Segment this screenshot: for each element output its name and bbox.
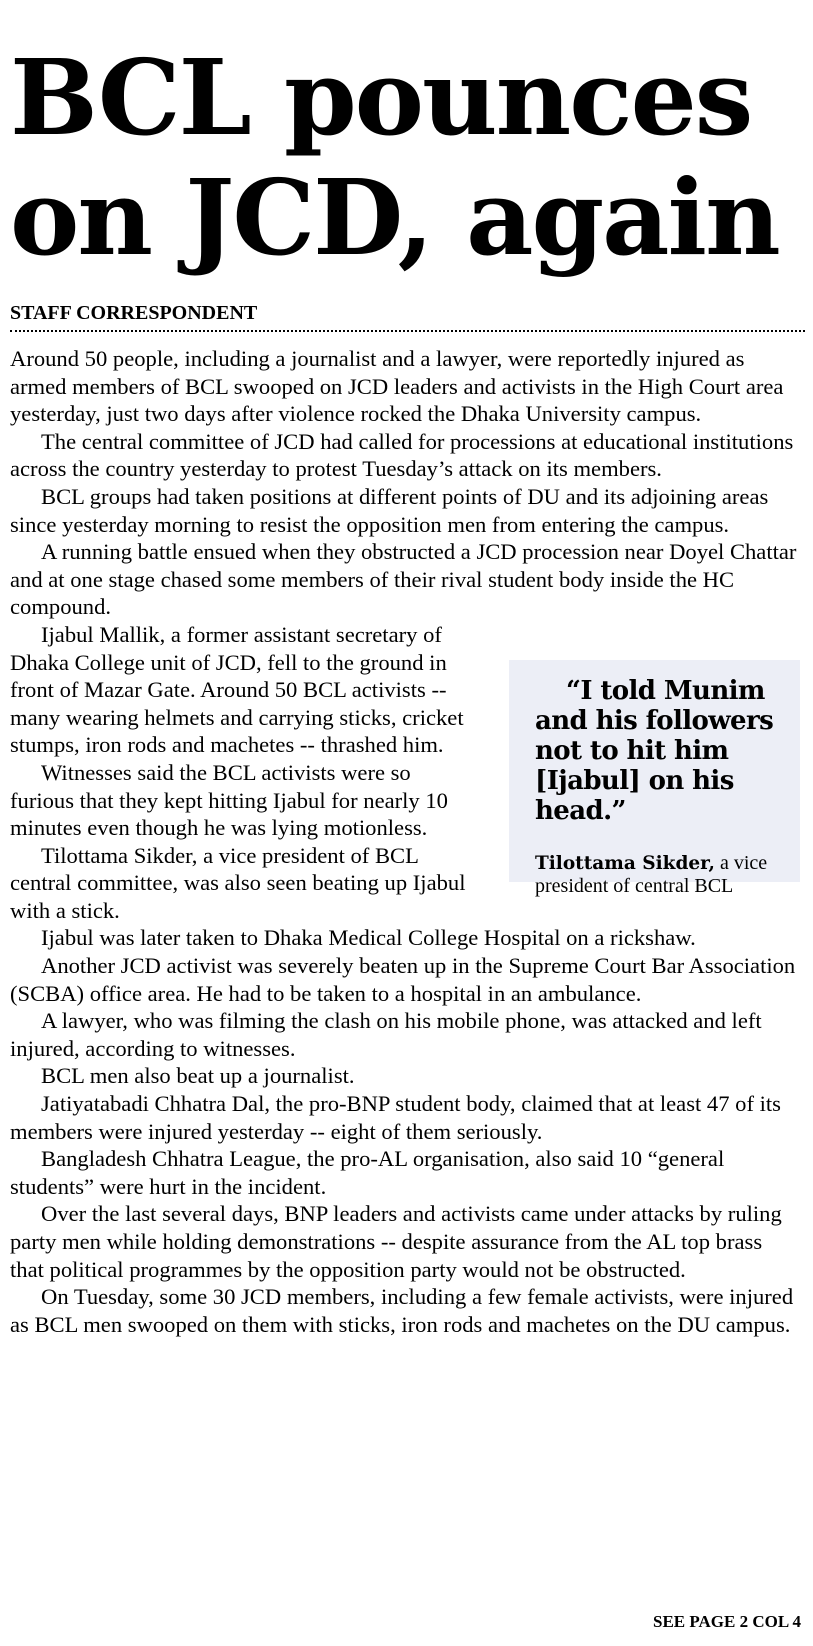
paragraph-8: Ijabul was later taken to Dhaka Medical College Hospital on a rickshaw. [41,925,696,951]
paragraph-9: Another JCD activist was severely beaten up in the Supreme Court Bar Association (SCBA) office area. He had to be taken to a hospital in an ambulance. [10,953,796,1006]
paragraph-11: BCL men also beat up a journalist. [41,1063,355,1089]
pull-quote-speaker: Tilottama Sikder, [535,852,715,874]
headline-line-2: on JCD, again [10,156,779,279]
paragraph-14: Over the last several days, BNP leaders and activists came under attacks by ruling party men while holding demonstrations -- despite assurance from the AL top brass that political programmes by the opposition party would not be obstructed. [10,1201,782,1282]
byline: STAFF CORRESPONDENT [10,302,258,324]
pull-quote-speaker-title: a vice president of central BCL [535,851,768,897]
paragraph-4: A running battle ensued when they obstructed a JCD procession near Doyel Chattar and at one stage chased some members of their rival student body inside the HC compound. [10,539,797,620]
paragraph-7: Tilottama Sikder, a vice president of BCL central committee, was also seen beating up Ijabul with a stick. [10,842,466,923]
dotted-divider [10,330,805,332]
paragraph-3: BCL groups had taken positions at different points of DU and its adjoining areas since yesterday morning to resist the opposition men from entering the campus. [10,483,769,537]
pull-quote-text: “I told Munim and his followers not to hit him [Ijabul] on his head.” [535,675,774,826]
pull-quote-attribution [535,852,782,898]
paragraph-6: Witnesses said the BCL activists were so furious that they kept hitting Ijabul for nearly 10 minutes even though he was lying motionless. [10,759,448,841]
paragraph-15: On Tuesday, some 30 JCD members, including a few female activists, were injured as BCL men swooped on them with sticks, iron rods and machetes on the DU campus. [10,1284,794,1337]
paragraph-1: Around 50 people, including a journalist and a lawyer, were reportedly injured as armed members of BCL swooped on JCD leaders and activists in the High Court area yesterday, just two days after violence rocked the Dhaka University campus. [10,346,784,427]
headline-line-1: BCL pounces [10,36,752,159]
paragraph-13: Bangladesh Chhatra League, the pro-AL organisation, also said 10 “general students” were hurt in the incident. [10,1146,725,1199]
headline [10,38,805,278]
paragraph-10: A lawyer, who was filming the clash on his mobile phone, was attacked and left injured, according to witnesses. [10,1008,762,1061]
paragraph-5: Ijabul Mallik, a former assistant secretary of Dhaka College unit of JCD, fell to the ground in front of Mazar Gate. Around 50 BCL activists -- many wearing helmets and carrying sticks, cricket stumps, iron rods and machetes -- thrashed him. [10,621,464,758]
paragraph-2: The central committee of JCD had called for processions at educational institutions across the country yesterday to protest Tuesday’s attack on its members. [10,428,794,482]
continuation-jump-line: SEE PAGE 2 COL 4 [653,1612,801,1631]
article-body [10,345,800,1338]
pull-quote-box [509,660,800,897]
paragraph-12: Jatiyatabadi Chhatra Dal, the pro-BNP student body, claimed that at least 47 of its members were injured yesterday -- eight of them seriously. [10,1091,781,1144]
